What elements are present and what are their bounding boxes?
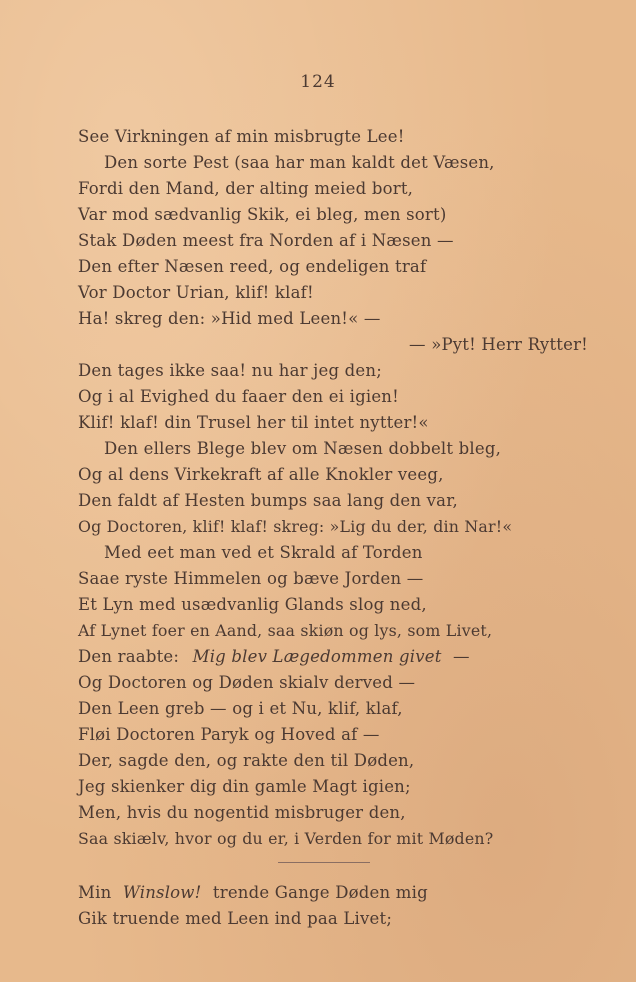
poem-line: Saa skiælv, hvor og du er, i Verden for mit Møden?	[78, 829, 494, 848]
section-divider	[278, 862, 370, 863]
poem-line: Jeg skienker dig din gamle Magt igien;	[78, 777, 411, 796]
poem-text-block	[78, 124, 588, 852]
poem-line: Og Doctoren og Døden skialv derved —	[78, 673, 416, 692]
italic-phrase: Mig blev Lægedommen givet	[192, 647, 442, 666]
italic-phrase: Winslow!	[122, 883, 202, 902]
poem-line: Den Leen greb — og i et Nu, klif, klaf,	[78, 699, 403, 718]
poem-line: Var mod sædvanlig Skik, ei bleg, men sort)	[78, 205, 447, 224]
poem-line: Og i al Evighed du faaer den ei igien!	[78, 387, 399, 406]
poem-line: — »Pyt! Herr Rytter!	[409, 335, 588, 354]
poem-line-italic	[78, 880, 588, 906]
line-suffix: trende Gange Døden mig	[212, 883, 428, 902]
page-number: 124	[300, 72, 336, 92]
poem-line: Og Doctoren, klif! klaf! skreg: »Lig du der, din Nar!«	[78, 517, 513, 536]
line-prefix: Min	[78, 883, 112, 902]
poem-line: See Virkningen af min misbrugte Lee!	[78, 127, 405, 146]
poem-line: Den faldt af Hesten bumps saa lang den var,	[78, 491, 458, 510]
poem-line: Men, hvis du nogentid misbruger den,	[78, 803, 406, 822]
poem-line: Gik truende med Leen ind paa Livet;	[78, 909, 393, 928]
poem-line: Den tages ikke saa! nu har jeg den;	[78, 361, 382, 380]
poem-line: Der, sagde den, og rakte den til Døden,	[78, 751, 415, 770]
poem-line-italic	[78, 644, 588, 670]
poem-line: Klif! klaf! din Trusel her til intet nytter!«	[78, 413, 429, 432]
poem-line: Saae ryste Himmelen og bæve Jorden —	[78, 569, 424, 588]
poem-line: Den ellers Blege blev om Næsen dobbelt bleg,	[104, 439, 502, 458]
line-prefix: Den raabte:	[78, 647, 180, 666]
poem-line: Fordi den Mand, der alting meied bort,	[78, 179, 414, 198]
line-suffix: —	[453, 647, 470, 666]
poem-line: Stak Døden meest fra Norden af i Næsen —	[78, 231, 454, 250]
poem-line: Den sorte Pest (saa har man kaldt det Væsen,	[104, 153, 495, 172]
poem-line: Vor Doctor Urian, klif! klaf!	[78, 283, 314, 302]
poem-line: Fløi Doctoren Paryk og Hoved af —	[78, 725, 380, 744]
poem-line: Med eet man ved et Skrald af Torden	[104, 543, 423, 562]
poem-line: Og al dens Virkekraft af alle Knokler veeg,	[78, 465, 444, 484]
poem-line: Et Lyn med usædvanlig Glands slog ned,	[78, 595, 427, 614]
poem-line: Af Lynet foer en Aand, saa skiøn og lys, som Livet,	[78, 621, 493, 640]
poem-text-block-continued	[78, 880, 588, 932]
poem-line: Ha! skreg den: »Hid med Leen!« —	[78, 309, 381, 328]
poem-line: Den efter Næsen reed, og endeligen traf	[78, 257, 427, 276]
